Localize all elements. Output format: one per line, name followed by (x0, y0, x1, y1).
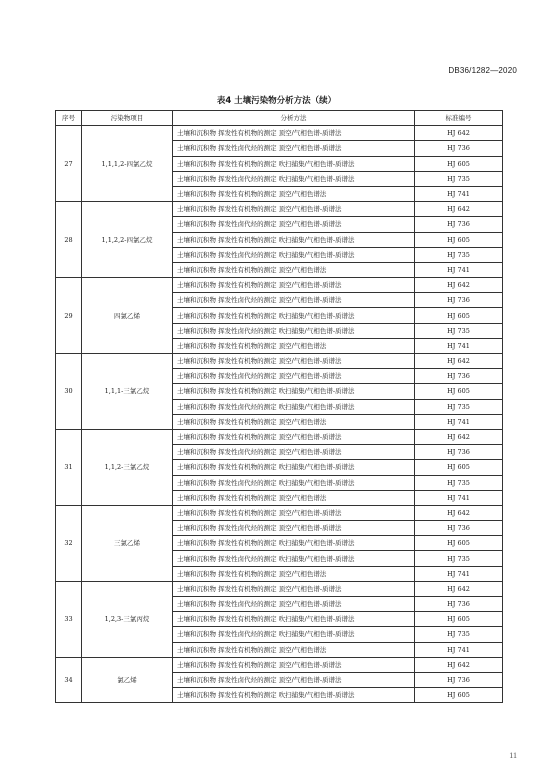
standard-cell: HJ 605 (415, 308, 503, 323)
method-cell: 土壤和沉积物 挥发性有机物的测定 吹扫捕集/气相色谱-质谱法 (173, 688, 415, 703)
standard-cell: HJ 741 (415, 490, 503, 505)
method-cell: 土壤和沉积物 挥发性卤代烃的测定 顶空/气相色谱-质谱法 (173, 672, 415, 687)
method-cell: 土壤和沉积物 挥发性有机物的测定 顶空/气相色谱-质谱法 (173, 505, 415, 520)
table-row (56, 354, 503, 369)
document-code: DB36/1282—2020 (448, 66, 517, 75)
method-cell: 土壤和沉积物 挥发性有机物的测定 顶空/气相色谱法 (173, 186, 415, 201)
method-cell: 土壤和沉积物 挥发性卤代烃的测定 吹扫捕集/气相色谱-质谱法 (173, 475, 415, 490)
table-row (56, 429, 503, 444)
standard-cell: HJ 605 (415, 156, 503, 171)
standard-cell: HJ 642 (415, 354, 503, 369)
standard-cell: HJ 741 (415, 414, 503, 429)
pollutant-cell: 1,1,1-三氯乙烷 (82, 354, 173, 430)
row-number-cell: 28 (56, 202, 82, 278)
column-header-standard: 标准编号 (415, 111, 503, 126)
standard-cell: HJ 642 (415, 505, 503, 520)
standard-cell: HJ 741 (415, 642, 503, 657)
standard-cell: HJ 605 (415, 612, 503, 627)
method-cell: 土壤和沉积物 挥发性卤代烃的测定 吹扫捕集/气相色谱-质谱法 (173, 171, 415, 186)
standard-cell: HJ 736 (415, 141, 503, 156)
standard-cell: HJ 605 (415, 460, 503, 475)
pollutant-cell: 1,1,2-三氯乙烷 (82, 429, 173, 505)
method-cell: 土壤和沉积物 挥发性有机物的测定 顶空/气相色谱-质谱法 (173, 354, 415, 369)
standard-cell: HJ 642 (415, 278, 503, 293)
standard-cell: HJ 736 (415, 521, 503, 536)
method-cell: 土壤和沉积物 挥发性有机物的测定 顶空/气相色谱-质谱法 (173, 657, 415, 672)
standard-cell: HJ 735 (415, 323, 503, 338)
method-cell: 土壤和沉积物 挥发性卤代烃的测定 吹扫捕集/气相色谱-质谱法 (173, 627, 415, 642)
method-cell: 土壤和沉积物 挥发性卤代烃的测定 顶空/气相色谱-质谱法 (173, 597, 415, 612)
row-number-cell: 32 (56, 505, 82, 581)
method-cell: 土壤和沉积物 挥发性有机物的测定 顶空/气相色谱法 (173, 414, 415, 429)
method-cell: 土壤和沉积物 挥发性有机物的测定 顶空/气相色谱法 (173, 338, 415, 353)
table-row (56, 505, 503, 520)
pollutant-cell: 三氯乙烯 (82, 505, 173, 581)
method-cell: 土壤和沉积物 挥发性有机物的测定 顶空/气相色谱-质谱法 (173, 202, 415, 217)
standard-cell: HJ 736 (415, 597, 503, 612)
method-cell: 土壤和沉积物 挥发性有机物的测定 顶空/气相色谱-质谱法 (173, 429, 415, 444)
page-number: 11 (509, 751, 517, 760)
table-header-row (56, 111, 503, 126)
pollutant-cell: 四氯乙烯 (82, 278, 173, 354)
standard-cell: HJ 736 (415, 293, 503, 308)
method-cell: 土壤和沉积物 挥发性有机物的测定 吹扫捕集/气相色谱-质谱法 (173, 308, 415, 323)
standard-cell: HJ 741 (415, 338, 503, 353)
method-cell: 土壤和沉积物 挥发性卤代烃的测定 顶空/气相色谱-质谱法 (173, 141, 415, 156)
standard-cell: HJ 642 (415, 429, 503, 444)
standard-cell: HJ 642 (415, 126, 503, 141)
standard-cell: HJ 642 (415, 657, 503, 672)
method-cell: 土壤和沉积物 挥发性有机物的测定 吹扫捕集/气相色谱-质谱法 (173, 612, 415, 627)
method-cell: 土壤和沉积物 挥发性有机物的测定 顶空/气相色谱法 (173, 262, 415, 277)
row-number-cell: 33 (56, 581, 82, 657)
method-cell: 土壤和沉积物 挥发性卤代烃的测定 顶空/气相色谱-质谱法 (173, 217, 415, 232)
column-header-no: 序号 (56, 111, 82, 126)
pollutant-cell: 1,1,1,2-四氯乙烷 (82, 126, 173, 202)
table-row (56, 202, 503, 217)
standard-cell: HJ 736 (415, 445, 503, 460)
standard-cell: HJ 735 (415, 399, 503, 414)
table-caption: 表4 土壤污染物分析方法（续） (216, 96, 337, 106)
standard-cell: HJ 741 (415, 262, 503, 277)
row-number-cell: 34 (56, 657, 82, 703)
standard-cell: HJ 642 (415, 581, 503, 596)
method-cell: 土壤和沉积物 挥发性卤代烃的测定 吹扫捕集/气相色谱-质谱法 (173, 247, 415, 262)
standard-cell: HJ 735 (415, 247, 503, 262)
column-header-pollutant: 污染物项目 (82, 111, 173, 126)
standard-cell: HJ 735 (415, 627, 503, 642)
standard-cell: HJ 642 (415, 202, 503, 217)
standard-cell: HJ 736 (415, 672, 503, 687)
method-cell: 土壤和沉积物 挥发性有机物的测定 吹扫捕集/气相色谱-质谱法 (173, 232, 415, 247)
method-cell: 土壤和沉积物 挥发性有机物的测定 顶空/气相色谱-质谱法 (173, 126, 415, 141)
row-number-cell: 31 (56, 429, 82, 505)
table-body (56, 126, 503, 703)
method-cell: 土壤和沉积物 挥发性有机物的测定 吹扫捕集/气相色谱-质谱法 (173, 156, 415, 171)
standard-cell: HJ 605 (415, 688, 503, 703)
method-cell: 土壤和沉积物 挥发性卤代烃的测定 吹扫捕集/气相色谱-质谱法 (173, 399, 415, 414)
standard-cell: HJ 735 (415, 171, 503, 186)
standard-cell: HJ 741 (415, 566, 503, 581)
column-header-method: 分析方法 (173, 111, 415, 126)
row-number-cell: 30 (56, 354, 82, 430)
standard-cell: HJ 605 (415, 384, 503, 399)
method-cell: 土壤和沉积物 挥发性有机物的测定 顶空/气相色谱法 (173, 490, 415, 505)
method-cell: 土壤和沉积物 挥发性有机物的测定 吹扫捕集/气相色谱-质谱法 (173, 536, 415, 551)
method-cell: 土壤和沉积物 挥发性有机物的测定 顶空/气相色谱法 (173, 642, 415, 657)
method-cell: 土壤和沉积物 挥发性有机物的测定 顶空/气相色谱法 (173, 566, 415, 581)
method-cell: 土壤和沉积物 挥发性卤代烃的测定 吹扫捕集/气相色谱-质谱法 (173, 551, 415, 566)
standard-cell: HJ 605 (415, 232, 503, 247)
method-cell: 土壤和沉积物 挥发性卤代烃的测定 顶空/气相色谱-质谱法 (173, 445, 415, 460)
method-cell: 土壤和沉积物 挥发性有机物的测定 顶空/气相色谱-质谱法 (173, 581, 415, 596)
table-row (56, 126, 503, 141)
row-number-cell: 27 (56, 126, 82, 202)
method-cell: 土壤和沉积物 挥发性卤代烃的测定 顶空/气相色谱-质谱法 (173, 369, 415, 384)
standard-cell: HJ 735 (415, 551, 503, 566)
standard-cell: HJ 736 (415, 217, 503, 232)
standard-cell: HJ 605 (415, 536, 503, 551)
method-cell: 土壤和沉积物 挥发性卤代烃的测定 顶空/气相色谱-质谱法 (173, 521, 415, 536)
row-number-cell: 29 (56, 278, 82, 354)
method-cell: 土壤和沉积物 挥发性卤代烃的测定 吹扫捕集/气相色谱-质谱法 (173, 323, 415, 338)
pollutant-cell: 1,1,2,2-四氯乙烷 (82, 202, 173, 278)
table-row (56, 278, 503, 293)
method-cell: 土壤和沉积物 挥发性有机物的测定 顶空/气相色谱-质谱法 (173, 278, 415, 293)
pollutant-cell: 1,2,3-三氯丙烷 (82, 581, 173, 657)
standard-cell: HJ 741 (415, 186, 503, 201)
table-row (56, 657, 503, 672)
method-cell: 土壤和沉积物 挥发性有机物的测定 吹扫捕集/气相色谱-质谱法 (173, 384, 415, 399)
standard-cell: HJ 735 (415, 475, 503, 490)
pollutant-cell: 氯乙烯 (82, 657, 173, 703)
method-cell: 土壤和沉积物 挥发性有机物的测定 吹扫捕集/气相色谱-质谱法 (173, 460, 415, 475)
analysis-methods-table (55, 110, 503, 703)
table-row (56, 581, 503, 596)
standard-cell: HJ 736 (415, 369, 503, 384)
method-cell: 土壤和沉积物 挥发性卤代烃的测定 顶空/气相色谱-质谱法 (173, 293, 415, 308)
